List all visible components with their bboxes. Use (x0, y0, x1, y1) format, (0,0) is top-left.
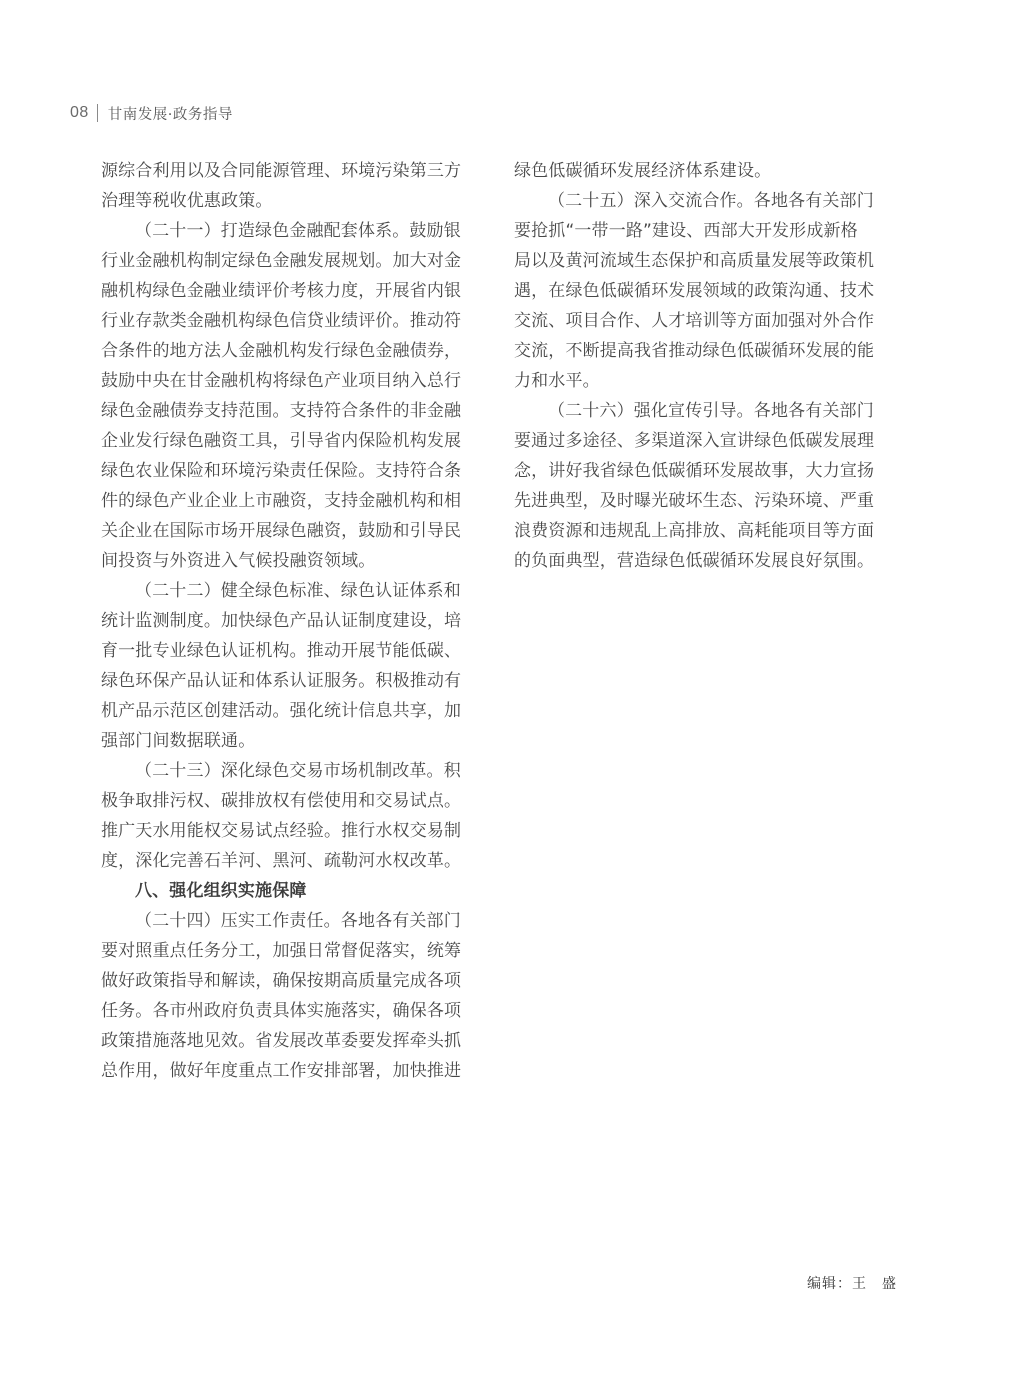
text-line: 绿色低碳循环发展经济体系建设。 (514, 161, 772, 181)
text-line: 统计监测制度。加快绿色产品认证制度建设，培 (101, 611, 462, 631)
page-number: 08 (70, 104, 89, 121)
text-line: 局以及黄河流域生态保护和高质量发展等政策机 (514, 251, 875, 271)
text-line: 绿色金融债券支持范围。支持符合条件的非金融 (101, 401, 462, 421)
text-line: 推广天水用能权交易试点经验。推行水权交易制 (101, 821, 462, 841)
text-line: 绿色环保产品认证和体系认证服务。积极推动有 (101, 671, 462, 691)
text-line: 做好政策指导和解读，确保按期高质量完成各项 (101, 971, 462, 991)
text-line: 合条件的地方法人金融机构发行绿色金融债券， (101, 341, 462, 361)
text-line: 念，讲好我省绿色低碳循环发展故事，大力宣扬 (514, 461, 875, 481)
text-line: 机产品示范区创建活动。强化统计信息共享，加 (101, 701, 462, 721)
text-line: 强部门间数据联通。 (101, 731, 256, 751)
text-line: 关企业在国际市场开展绿色融资，鼓励和引导民 (101, 521, 462, 541)
page-header (70, 101, 233, 125)
text-line: 要通过多途径、多渠道深入宣讲绿色低碳发展理 (514, 431, 875, 451)
text-line: 绿色农业保险和环境污染责任保险。支持符合条 (101, 461, 462, 481)
header-divider (97, 104, 98, 122)
text-line: 浪费资源和违规乱上高排放、高耗能项目等方面 (514, 521, 875, 541)
text-line: 行业存款类金融机构绿色信贷业绩评价。推动符 (101, 311, 462, 331)
paragraph-start-line: （二十五）深入交流合作。各地各有关部门 (548, 191, 874, 211)
section-heading: 八、强化组织实施保障 (135, 881, 307, 901)
text-line: 遇，在绿色低碳循环发展领域的政策沟通、技术 (514, 281, 875, 301)
paragraph-start-line: （二十一）打造绿色金融配套体系。鼓励银 (135, 221, 461, 241)
left-column (101, 156, 479, 1086)
text-line: 任务。各市州政府负责具体实施落实，确保各项 (101, 1001, 462, 1021)
text-line: 政策措施落地见效。省发展改革委要发挥牵头抓 (101, 1031, 462, 1051)
text-line: 先进典型，及时曝光破坏生态、污染环境、严重 (514, 491, 875, 511)
paragraph-start-line: （二十三）深化绿色交易市场机制改革。积 (135, 761, 461, 781)
text-line: 治理等税收优惠政策。 (101, 191, 273, 211)
editor-credit: 编辑：王 盛 (807, 1276, 897, 1292)
paragraph-start-line: （二十四）压实工作责任。各地各有关部门 (135, 911, 461, 931)
text-line: 行业金融机构制定绿色金融发展规划。加大对金 (101, 251, 462, 271)
text-line: 要对照重点任务分工，加强日常督促落实，统筹 (101, 941, 462, 961)
text-line: 融机构绿色金融业绩评价考核力度，开展省内银 (101, 281, 462, 301)
text-line: 力和水平。 (514, 371, 600, 391)
paragraph-start-line: （二十六）强化宣传引导。各地各有关部门 (548, 401, 874, 421)
text-line: 要抢抓“一带一路”建设、西部大开发形成新格 (514, 221, 858, 241)
text-line: 源综合利用以及合同能源管理、环境污染第三方 (101, 161, 462, 181)
text-line: 极争取排污权、碳排放权有偿使用和交易试点。 (101, 791, 462, 811)
text-line: 交流、项目合作、人才培训等方面加强对外合作 (514, 311, 875, 331)
text-line: 件的绿色产业企业上市融资，支持金融机构和相 (101, 491, 462, 511)
text-line: 企业发行绿色融资工具，引导省内保险机构发展 (101, 431, 462, 451)
text-line: 的负面典型，营造绿色低碳循环发展良好氛围。 (514, 551, 875, 571)
text-line: 鼓励中央在甘金融机构将绿色产业项目纳入总行 (101, 371, 462, 391)
text-line: 交流，不断提高我省推动绿色低碳循环发展的能 (514, 341, 875, 361)
paragraph-start-line: （二十二）健全绿色标准、绿色认证体系和 (135, 581, 461, 601)
text-line: 度，深化完善石羊河、黑河、疏勒河水权改革。 (101, 851, 462, 871)
text-line: 育一批专业绿色认证机构。推动开展节能低碳、 (101, 641, 462, 661)
text-line: 总作用，做好年度重点工作安排部署，加快推进 (101, 1061, 462, 1081)
publication-title: 甘南发展·政务指导 (107, 106, 233, 123)
text-line: 间投资与外资进入气候投融资领域。 (101, 551, 376, 571)
right-column (514, 156, 892, 576)
